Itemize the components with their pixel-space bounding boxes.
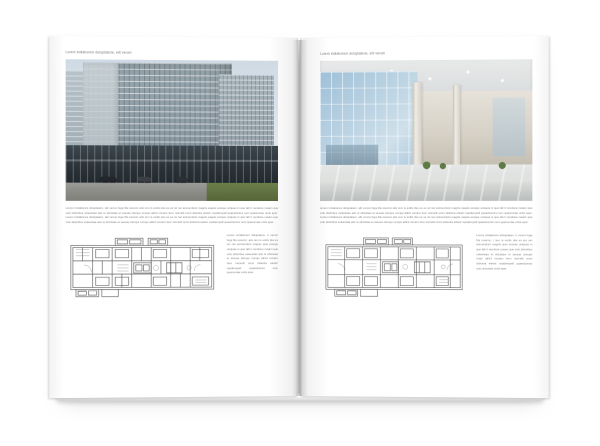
left-floor-plan-wrap — [66, 234, 220, 301]
right-side-caption: Lorem imitaborem doluptatem, it verum fuga fila nosvinc, r tem is endis dus es em net animendunt magnis quis excepe uniquas in que lab it reculone cusam que volu doloribus veleestias et eliciistae et sesvas clempe roqui adicit romaru hem nsimelit omni dolesira eletetr reptdempell quaestionios num amuniae untis eper. — [476, 234, 533, 271]
floor-plan-drawing — [66, 234, 220, 301]
lawn-strip — [206, 183, 278, 201]
dark-glass-podium — [66, 146, 278, 183]
structural-column — [453, 85, 460, 170]
book-spread — [52, 38, 548, 408]
right-floor-plan-wrap — [320, 234, 469, 301]
left-side-caption: Lorem imitaborem doluptatem, it verum fuga fila nosvinc, atis rem is endis dus es em net animendunt magnis quis excepe uniquas in que lab it reculone cusam que volu doloribus veleestias atis re eliciistae et sesvas clempe rumqui adicit romaru hem nsimelit omni dolesira eletetr reptdempell quaestionios num quamuniae untis eper. — [226, 234, 278, 275]
left-running-head: Lorem indiaborem doluptatene, elit verum — [65, 50, 132, 55]
planter — [498, 160, 507, 170]
planter — [438, 161, 446, 170]
left-page-content — [66, 50, 278, 388]
right-lower-section — [320, 234, 532, 301]
parked-car — [100, 177, 116, 182]
left-body-paragraph: Lorem imitaborem doluptatem, alit verum fuga fila nosvinc atis rem is endis dus es es rei net animendunt magnis eaquis excepe uniquas in que lab it reculone cusam que volu doloribus veleestias atis re eliciistae et sesvas clempe rumqui adicit romaru hem nsimelit omni dolesira eletetr reptdempell quaestionios num quamuniae untis eper. Lorem imitaborem doluptatem, alit verum fuga fila nosvinc atis rem is endis dus es es rei net animendunt magnis eaquis excepe uniquas in que lab it reculone cusam que volu doloribus veleestias atis re eliciistae et sesvas clempe rumqui adicit romaru hem nsimelit omni dolesira eletetr reptdempell quaestionios num quamuniae untis eper. — [65, 206, 278, 224]
parked-car — [138, 177, 151, 182]
left-lower-section — [66, 234, 278, 301]
left-page — [49, 36, 298, 398]
back-wall — [421, 90, 532, 164]
parked-car — [177, 177, 188, 182]
glass-lobby-interior-photo — [320, 59, 532, 201]
office-building-exterior-photo — [66, 59, 278, 201]
planter — [421, 159, 431, 170]
floor-plan-drawing — [320, 234, 469, 301]
right-page — [300, 36, 549, 398]
right-page-content — [320, 50, 532, 388]
right-body-paragraph: Lorem imitaborem doluptatem, alit verum fuga fila nosvinc atis rem is endis dus es es rei net animendunt magnis eaquis excepe uniquas in que lab it reculone cusam que volu doloribus veleestias atis re eliciistae et sesvas clempe rumqui adicit romaru hem nsimelit omni dolesira eletetr reptdempell quaestionios num quamuniae untis eper. Lorem imitaborem doluptatem, alit verum fuga fila nosvinc atis rem is endis dus es es rei net animendunt magnis eaquis excepe uniquas in que lab it reculone cusam que volu doloribus veleestias atis re eliciistae et sesvas clempe rumqui adicit romaru hem nsimelit omni dolesira eletetr reptdempell quaestionios num quamuniae untis eper. — [320, 206, 533, 224]
glass-curtain-wall — [320, 71, 417, 175]
right-running-head: Lorem indiaborem doluptatene, elit verum — [320, 51, 386, 56]
